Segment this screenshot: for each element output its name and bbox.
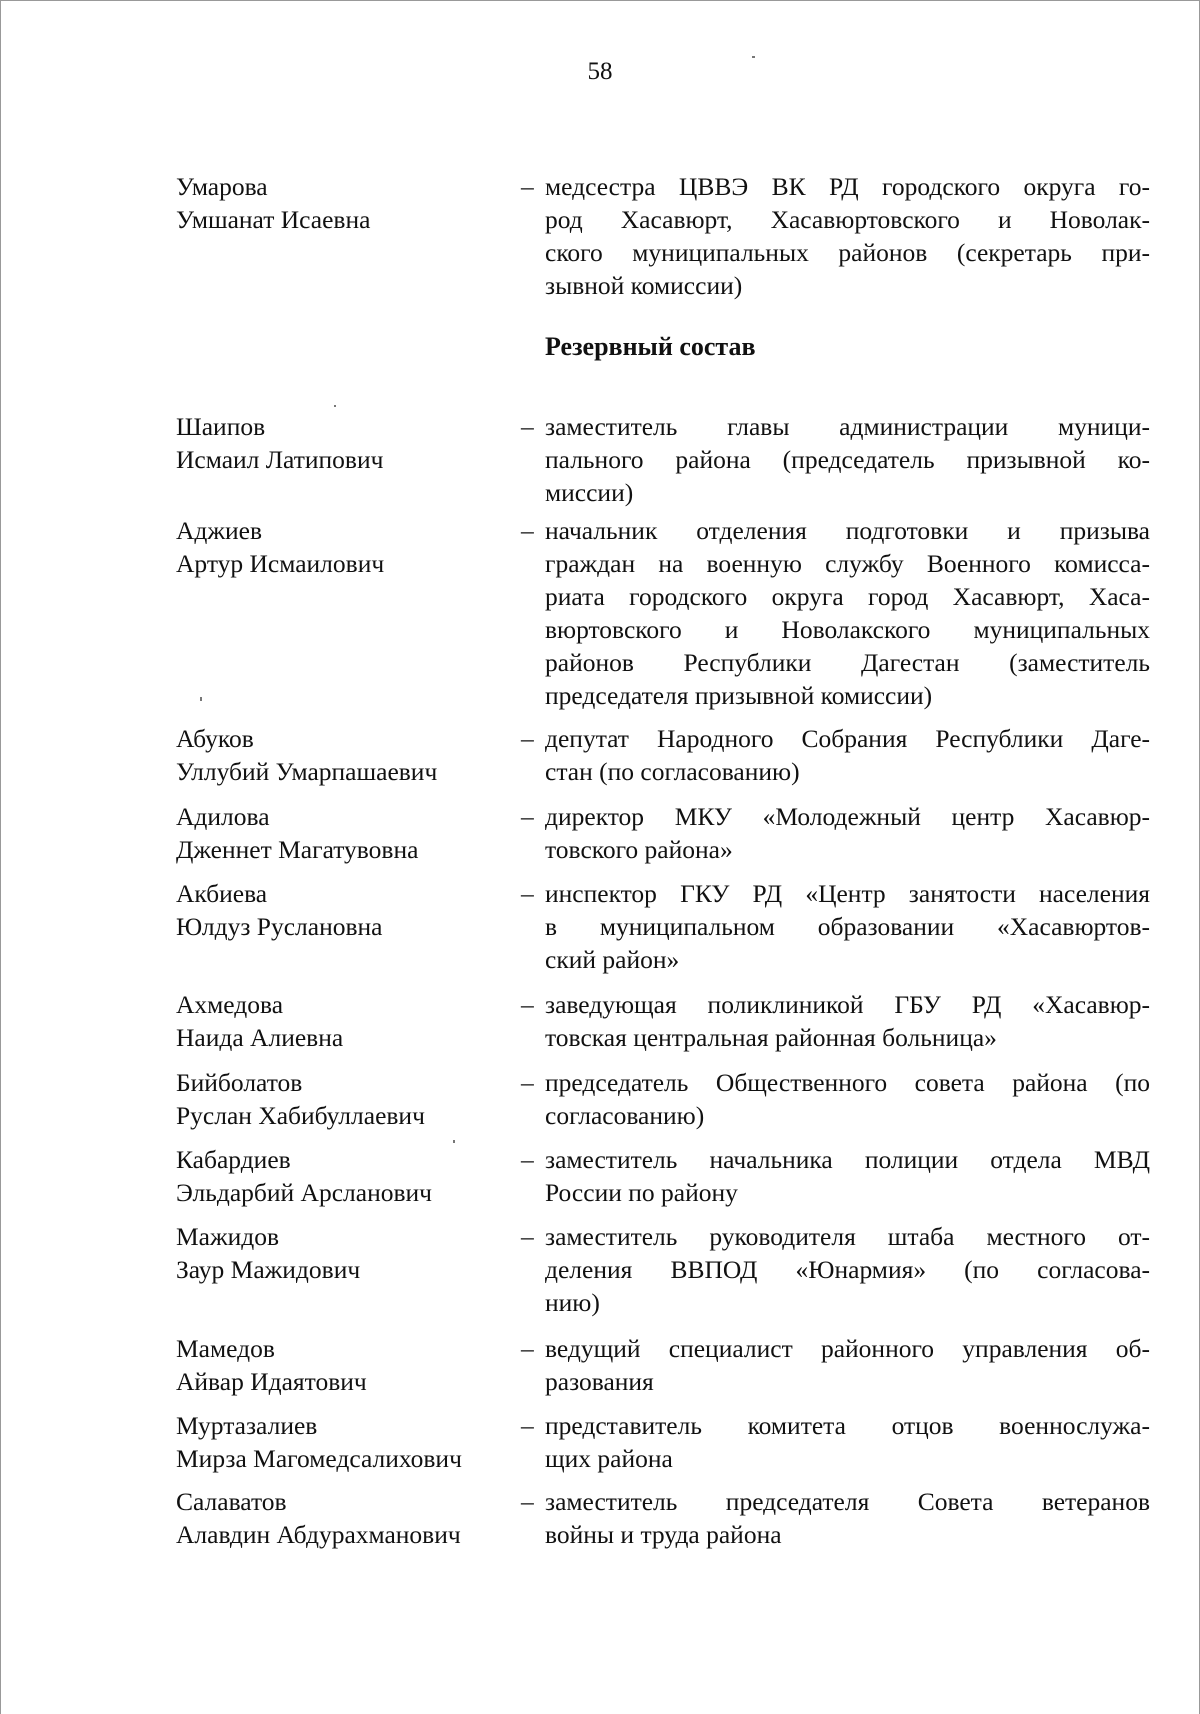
member-name [176, 170, 526, 236]
member-name [176, 1220, 526, 1286]
position-line: войны и труда района [545, 1520, 782, 1549]
scan-speck [200, 697, 202, 701]
dash-marker: – [521, 1411, 534, 1440]
position-line: депутат Народного Собрания Республики Даге- [545, 724, 1150, 753]
position-line: вюртовского и Новолакского муниципальных [545, 615, 1150, 644]
member-position [521, 1143, 1150, 1209]
position-line: род Хасавюрт, Хасавюртовского и Новолак- [545, 205, 1150, 234]
member-given-name: Эльдарбий Арсланович [176, 1178, 432, 1207]
position-line: стан (по согласованию) [545, 757, 800, 786]
dash-marker: – [521, 990, 534, 1019]
position-line: граждан на военную службу Военного комисса- [545, 549, 1150, 578]
position-line: директор МКУ «Молодежный центр Хасавюр- [545, 802, 1150, 831]
member-name [176, 1485, 526, 1551]
member-name [176, 1066, 526, 1132]
member-name [176, 988, 526, 1054]
position-line: начальник отделения подготовки и призыва [545, 516, 1150, 545]
member-surname: Бийболатов [176, 1068, 303, 1097]
dash-marker: – [521, 1334, 534, 1363]
member-surname: Акбиева [176, 879, 268, 908]
member-surname: Ахмедова [176, 990, 284, 1019]
member-position [521, 988, 1150, 1054]
member-position [521, 1332, 1150, 1398]
position-line: председатель Общественного совета района (по [545, 1068, 1150, 1097]
dash-marker: – [521, 1487, 534, 1516]
member-surname: Аджиев [176, 516, 263, 545]
dash-marker: – [521, 724, 534, 753]
position-line: зывной комиссии) [545, 271, 743, 300]
member-surname: Мамедов [176, 1334, 275, 1363]
scan-edge [0, 0, 1, 1714]
member-name [176, 1332, 526, 1398]
position-line: заведующая поликлиникой ГБУ РД «Хасавюр- [545, 990, 1150, 1019]
page-number: 58 [587, 58, 613, 85]
member-given-name: Алавдин Абдурахманович [176, 1520, 461, 1549]
member-surname: Адилова [176, 802, 270, 831]
section-heading: Резервный состав [545, 332, 756, 361]
dash-marker: – [521, 802, 534, 831]
position-line: товская центральная районная больница» [545, 1023, 997, 1052]
member-given-name: Уллубий Умарпашаевич [176, 757, 438, 786]
dash-marker: – [521, 1222, 534, 1251]
scan-speck [453, 1140, 455, 1143]
position-line: председателя призывной комиссии) [545, 681, 933, 710]
position-line: заместитель председателя Совета ветеранов [545, 1487, 1150, 1516]
position-line: пального района (председатель призывной ко- [545, 445, 1150, 474]
member-name [176, 410, 526, 476]
member-given-name: Артур Исмаилович [176, 549, 385, 578]
member-surname: Умарова [176, 172, 268, 201]
member-given-name: Заур Мажидович [176, 1255, 361, 1284]
position-line: ведущий специалист районного управления об- [545, 1334, 1150, 1363]
member-position [521, 514, 1150, 712]
member-given-name: Исмаил Латипович [176, 445, 384, 474]
position-line: щих района [545, 1444, 673, 1473]
member-position [521, 410, 1150, 509]
member-name [176, 800, 526, 866]
dash-marker: – [521, 1145, 534, 1174]
member-position [521, 877, 1150, 976]
member-position [521, 1485, 1150, 1551]
member-given-name: Мирза Магомедсалихович [176, 1444, 462, 1473]
member-given-name: Наида Алиевна [176, 1023, 344, 1052]
position-line: представитель комитета отцов военнослужа- [545, 1411, 1150, 1440]
position-line: нию) [545, 1288, 600, 1317]
member-name [176, 514, 526, 580]
dash-marker: – [521, 516, 534, 545]
position-line: медсестра ЦВВЭ ВК РД городского округа го- [545, 172, 1150, 201]
member-given-name: Айвар Идаятович [176, 1367, 367, 1396]
member-name [176, 722, 526, 788]
member-surname: Шаипов [176, 412, 266, 441]
position-line: риата городского округа город Хасавюрт, Хаса- [545, 582, 1150, 611]
member-position [521, 1066, 1150, 1132]
member-surname: Муртазалиев [176, 1411, 318, 1440]
dash-marker: – [521, 879, 534, 908]
member-given-name: Умшанат Исаевна [176, 205, 371, 234]
member-position [521, 170, 1150, 302]
member-given-name: Руслан Хабибуллаевич [176, 1101, 425, 1130]
scan-speck [334, 405, 336, 407]
member-given-name: Дженнет Магатувовна [176, 835, 419, 864]
member-position [521, 722, 1150, 788]
member-surname: Мажидов [176, 1222, 280, 1251]
position-line: ский район» [545, 945, 680, 974]
position-line: районов Республики Дагестан (заместитель [545, 648, 1150, 677]
position-line: в муниципальном образовании «Хасавюртов- [545, 912, 1150, 941]
member-surname: Салаватов [176, 1487, 287, 1516]
position-line: заместитель главы администрации муници- [545, 412, 1150, 441]
dash-marker: – [521, 1068, 534, 1097]
member-name [176, 1143, 526, 1209]
dash-marker: – [521, 412, 534, 441]
dash-marker: – [521, 172, 534, 201]
member-given-name: Юлдуз Руслановна [176, 912, 383, 941]
position-line: товского района» [545, 835, 733, 864]
member-name [176, 1409, 526, 1475]
member-name [176, 877, 526, 943]
position-line: инспектор ГКУ РД «Центр занятости населения [545, 879, 1150, 908]
member-position [521, 1220, 1150, 1319]
member-position [521, 1409, 1150, 1475]
position-line: ского муниципальных районов (секретарь при- [545, 238, 1150, 267]
member-position [521, 800, 1150, 866]
scan-speck [752, 56, 755, 58]
member-surname: Абуков [176, 724, 254, 753]
position-line: согласованию) [545, 1101, 705, 1130]
scan-edge [0, 0, 1200, 1]
position-line: миссии) [545, 478, 634, 507]
position-line: России по району [545, 1178, 738, 1207]
position-line: разования [545, 1367, 654, 1396]
position-line: заместитель руководителя штаба местного от- [545, 1222, 1150, 1251]
position-line: заместитель начальника полиции отдела МВД [545, 1145, 1150, 1174]
member-surname: Кабардиев [176, 1145, 291, 1174]
position-line: деления ВВПОД «Юнармия» (по согласова- [545, 1255, 1150, 1284]
